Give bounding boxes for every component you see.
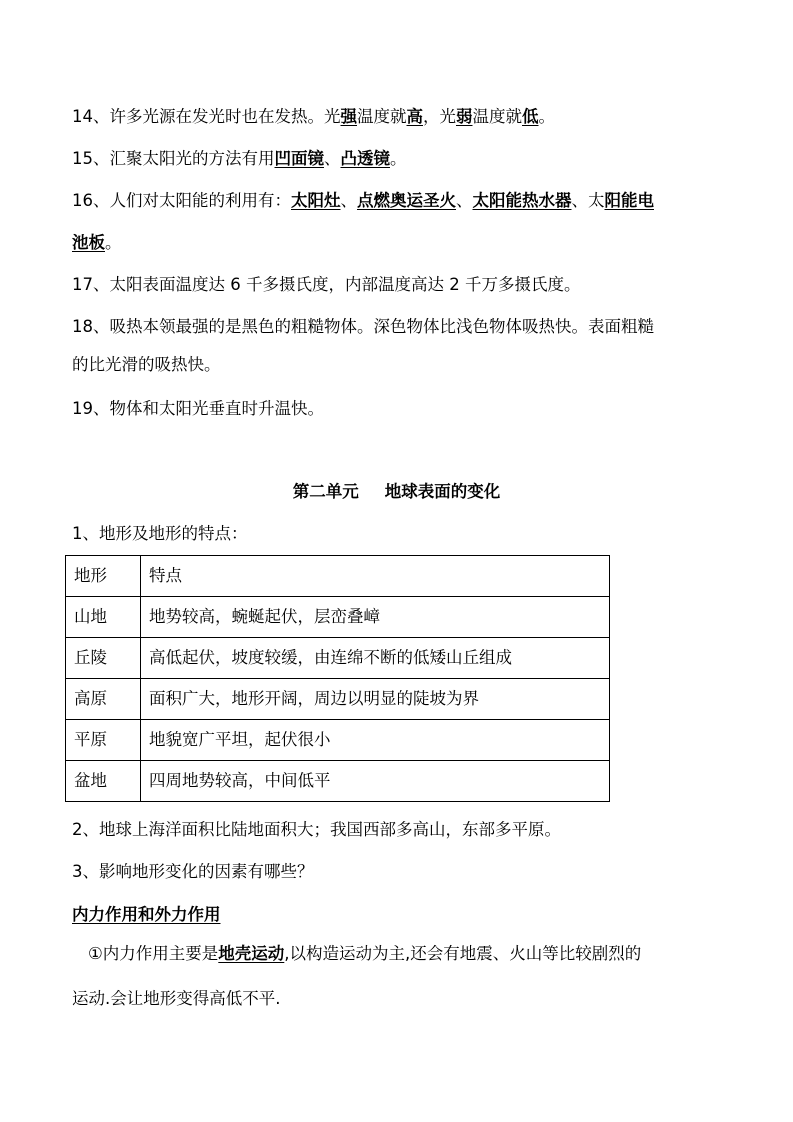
terrain-desc-cell: 高低起伏，坡度较缓，由连绵不断的低矮山丘组成 xyxy=(141,638,610,679)
item-15: 15、汇聚太阳光的方法有用凹面镜、凸透镜。 xyxy=(72,149,407,168)
terrain-name-cell: 丘陵 xyxy=(66,638,141,679)
unit2-item-1: 1、地形及地形的特点： xyxy=(72,524,248,543)
item-18-line1: 18、吸热本领最强的是黑色的粗糙物体。深色物体比浅色物体吸热快。表面粗糙 xyxy=(72,317,654,336)
terrain-name-cell: 高原 xyxy=(66,679,141,720)
item-14: 14、许多光源在发光时也在发热。光强温度就高，光弱温度就低。 xyxy=(72,107,555,126)
item-17: 17、太阳表面温度达 6 千多摄氏度，内部温度高达 2 千万多摄氏度。 xyxy=(72,275,581,294)
paragraph-line1: ①内力作用主要是地壳运动,以构造运动为主,还会有地震、火山等比较剧烈的 xyxy=(88,944,642,963)
table-row xyxy=(66,679,610,720)
unit2-item-2: 2、地球上海洋面积比陆地面积大；我国西部多高山，东部多平原。 xyxy=(72,820,561,839)
terrain-desc-cell: 地势较高，蜿蜒起伏，层峦叠嶂 xyxy=(141,597,610,638)
item-18-line2: 的比光滑的吸热快。 xyxy=(72,355,221,374)
terrain-name-cell: 山地 xyxy=(66,597,141,638)
terrain-name-cell: 平原 xyxy=(66,720,141,761)
paragraph-line2: 运动.会让地形变得高低不平. xyxy=(72,989,281,1008)
terrain-desc-cell: 地貌宽广平坦，起伏很小 xyxy=(141,720,610,761)
terrain-name-cell: 盆地 xyxy=(66,761,141,802)
terrain-desc-cell: 面积广大，地形开阔，周边以明显的陡坡为界 xyxy=(141,679,610,720)
header-cell-features: 特点 xyxy=(141,556,610,597)
item-16-line2: 池板。 xyxy=(72,233,122,252)
terrain-desc-cell: 四周地势较高，中间低平 xyxy=(141,761,610,802)
item-16-line1: 16、人们对太阳能的利用有：太阳灶、点燃奥运圣火、太阳能热水器、太阳能电 xyxy=(72,191,654,210)
table-row xyxy=(66,720,610,761)
unit-title: 第二单元 地球表面的变化 xyxy=(292,482,501,501)
terrain-table xyxy=(65,555,610,802)
table-header-row xyxy=(66,556,610,597)
table-row xyxy=(66,638,610,679)
section-subheading: 内力作用和外力作用 xyxy=(72,905,221,924)
table-row xyxy=(66,597,610,638)
header-cell-terrain: 地形 xyxy=(66,556,141,597)
table-row xyxy=(66,761,610,802)
unit2-item-3: 3、影响地形变化的因素有哪些？ xyxy=(72,862,314,881)
item-19: 19、物体和太阳光垂直时升温快。 xyxy=(72,399,324,418)
